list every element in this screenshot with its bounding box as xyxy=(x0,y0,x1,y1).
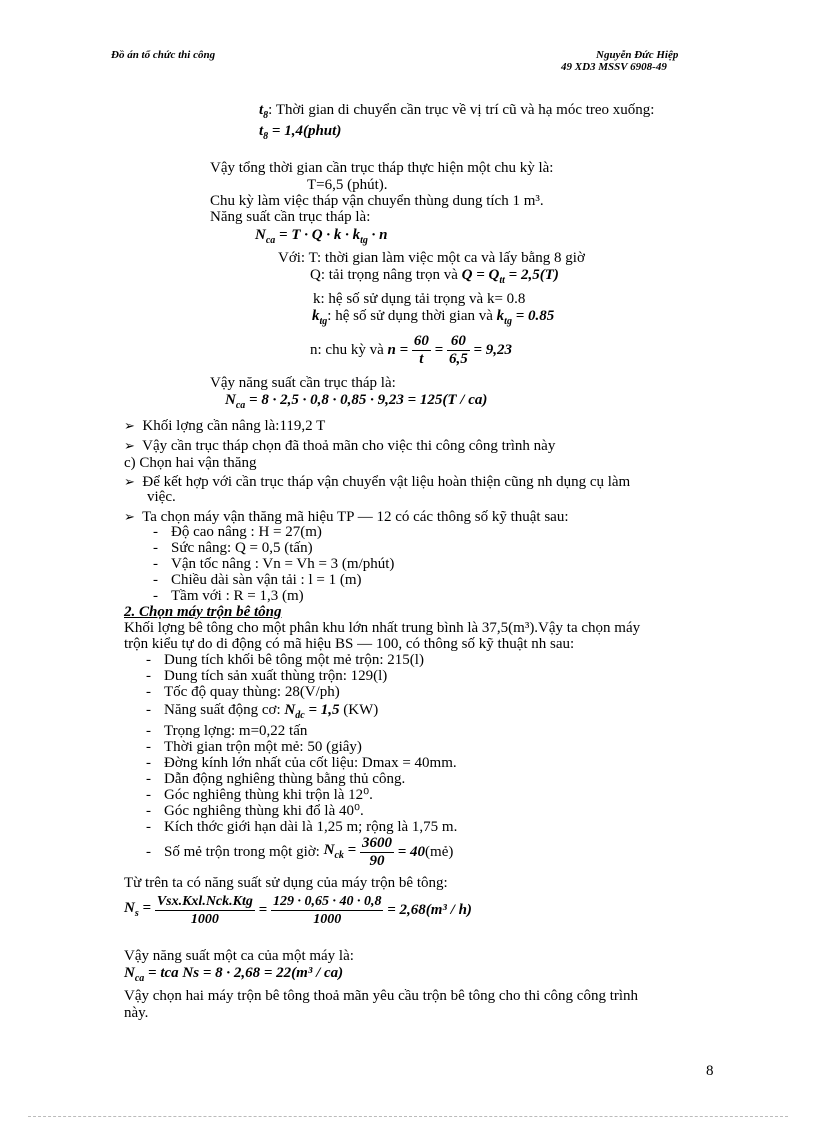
productivity-formula: $N_{ca} = T \cdot Q \cdot k \cdot k_{tg} \cdot n$ xyxy=(255,227,388,246)
mixer-spec-11: - Kích thớc giới hạn dài là 1,25 m; rộng là 1,75 m. xyxy=(146,819,458,835)
vay-ns: Vậy năng suất cần trục tháp là: xyxy=(210,375,396,391)
conclusion-a: Vậy chọn hai máy trộn bê tông thoả mãn yêu cầu trộn bê tông cho thi công công trình xyxy=(124,988,639,1004)
mixer-spec-3: - Tốc độ quay thùng: 28(V/ph) xyxy=(146,684,340,700)
page-number: 8 xyxy=(706,1063,714,1079)
spec-2: - Sức nâng: Q = 0,5 (tấn) xyxy=(153,540,313,556)
n-line: n: chu kỳ và n = $\frac{60}{t}$ = $\frac{60}{6,5}$ = 9,23 xyxy=(310,333,512,367)
mixer-spec-6: - Thời gian trộn một mẻ: 50 (giây) xyxy=(146,739,362,755)
spec-3: - Vận tốc nâng : Vn = Vh = 3 (m/phút) xyxy=(153,556,395,572)
ns-formula: $N_{ca} = 8 \cdot 2,5 \cdot 0,8 \cdot 0,85 \cdot 9,23 = 125(T / ca)$ xyxy=(225,392,488,411)
header-left: Đồ án tổ chức thi công xyxy=(111,49,216,61)
productivity-heading: Năng suất cần trục tháp là: xyxy=(210,209,371,225)
cycle-text: Chu kỳ làm việc tháp vận chuyển thùng dung tích 1 m³. xyxy=(210,193,544,209)
header-right-id: 49 XD3 MSSV 6908-49 xyxy=(561,61,667,73)
footer-divider xyxy=(28,1116,788,1117)
para-1b: trộn kiểu tự do di động có mã hiệu BS — 100, có thông số kỹ thuật nh sau: xyxy=(124,636,575,652)
conclusion-b: này. xyxy=(124,1005,149,1021)
mixer-spec-4: - Năng suất động cơ: $N_{dc} = 1,5$ (KW) xyxy=(146,702,379,721)
c-item: c) Chọn hai vận thăng xyxy=(124,455,257,471)
bullet-4: ➢ Ta chọn máy vận thăng mã hiệu TP — 12 có các thông số kỹ thuật sau: xyxy=(124,509,569,525)
para-1a: Khối lợng bê tông cho một phân khu lớn nhất trung bình là 37,5(m³).Vậy ta chọn máy xyxy=(124,620,641,636)
vay-ca: Vậy năng suất một ca của một máy là: xyxy=(124,948,354,964)
Q-line: Q: tải trọng nâng trọn và $Q = Q_{tt} = 2,5(T)$ xyxy=(310,267,559,286)
mixer-spec-1: - Dung tích khối bê tông một mẻ trộn: 215(l) xyxy=(146,652,424,668)
mixer-spec-7: - Đờng kính lớn nhất của cốt liệu: Dmax = 40mm. xyxy=(146,755,457,771)
t8-line: $t_8$: Thời gian di chuyển cần trục về vị trí cũ và hạ móc treo xuống: xyxy=(259,102,655,121)
bullet-3: ➢ Để kết hợp với cần trục tháp vận chuyển vật liệu hoàn thiện cũng nh dụng cụ làm xyxy=(124,474,631,490)
spec-4: - Chiều dài sàn vận tải : l = 1 (m) xyxy=(153,572,362,588)
mixer-spec-12: - Số mẻ trộn trong một giờ: $N_{ck}$ = $\frac{3600}{90}$ = 40(mẻ) xyxy=(146,835,454,869)
bullet-2: ➢ Vậy cần trục tháp chọn đã thoả mãn cho việc thi công công trình này xyxy=(124,438,556,454)
bullet-1: ➢ Khối lợng cần nâng là:119,2 T xyxy=(124,418,326,434)
T-value: T=6,5 (phút). xyxy=(307,177,388,193)
ns-mixer-formula: $N_s$ = $\frac{\text{Vsx.Kxl.Nck.Ktg}}{1000}$ = $\frac{129 \cdot 0,65 \cdot 40 \cdot 0,8}{1000}$ = 2,68(m³ / h) xyxy=(124,894,472,927)
spec-5: - Tầm với : R = 1,3 (m) xyxy=(153,588,304,604)
mixer-spec-10: - Góc nghiêng thùng khi đổ là 40⁰. xyxy=(146,803,364,819)
header-right-name: Nguyễn Đức Hiệp xyxy=(596,49,679,61)
ktg-line: $k_{tg}$: hệ số sử dụng thời gian và $k_{tg} = 0.85$ xyxy=(312,308,555,327)
mixer-spec-8: - Dẫn động nghiêng thùng bằng thủ công. xyxy=(146,771,406,787)
section-2-heading: 2. Chọn máy trộn bê tông xyxy=(124,604,282,620)
spec-1: - Độ cao nâng : H = 27(m) xyxy=(153,524,322,540)
total-time: Vậy tổng thời gian cần trục tháp thực hiện một chu kỳ là: xyxy=(210,160,554,176)
mixer-spec-2: - Dung tích sản xuất thùng trộn: 129(l) xyxy=(146,668,388,684)
from-above: Từ trên ta có năng suất sử dụng của máy trộn bê tông: xyxy=(124,875,448,891)
nca-formula: $N_{ca}$ = tca Ns = 8 · 2,68 = 22(m³ / ca) xyxy=(124,965,344,984)
t8-value: $t_8$ = 1,4(phut) xyxy=(259,123,342,142)
k-line: k: hệ số sử dụng tải trọng và k= 0.8 xyxy=(313,291,526,307)
mixer-spec-9: - Góc nghiêng thùng khi trộn là 12⁰. xyxy=(146,787,373,803)
voi-T: Với: T: thời gian làm việc một ca và lấy bằng 8 giờ xyxy=(278,250,585,266)
mixer-spec-5: - Trọng lợng: m=0,22 tấn xyxy=(146,723,308,739)
bullet-3-cont: việc. xyxy=(147,489,176,505)
